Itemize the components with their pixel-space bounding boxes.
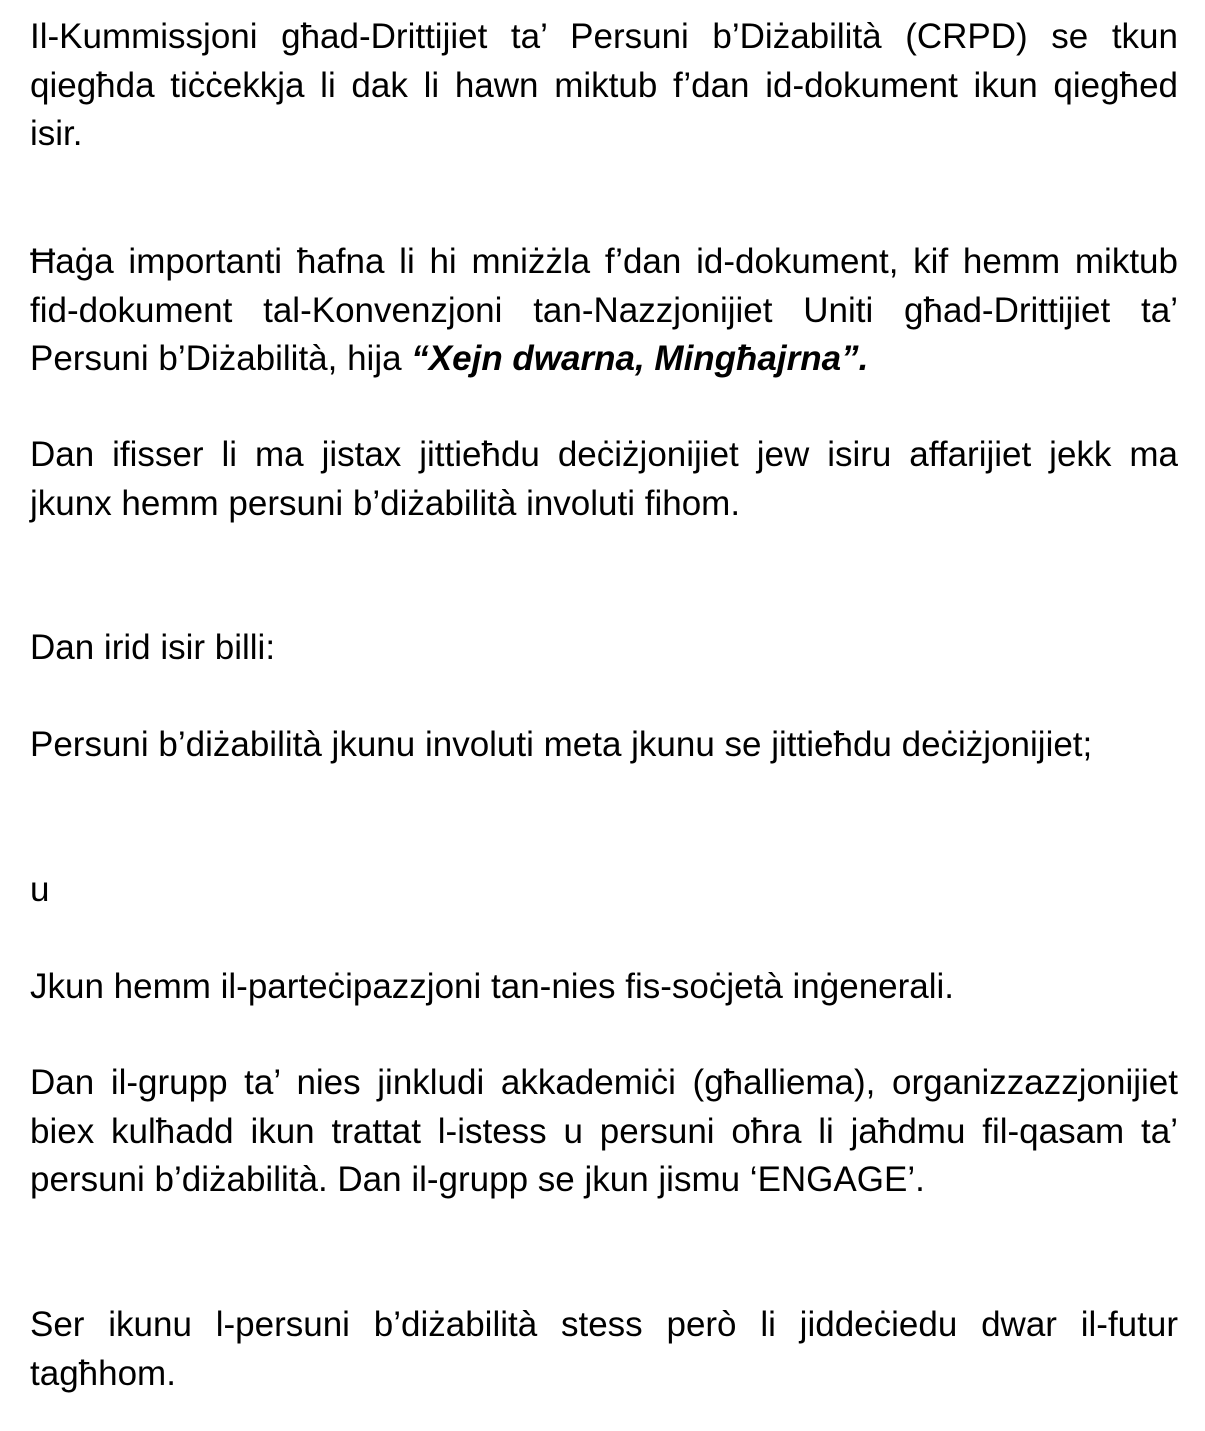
paragraph-engage-group: Dan il-grupp ta’ nies jinkludi akkademiċi (għalliema), organizzazzjonijiet biex kulħadd ikun trattat l-istess u persuni oħra li jaħdmu fil-qasam ta’ persuni b’diżabilità. Dan il-grupp se jkun jismu ‘ENGAGE’.	[30, 1063, 1178, 1199]
paragraph-meaning: Dan ifisser li ma jistax jittieħdu deċiżjonijiet jew isiru affarijiet jekk ma jkunx hemm persuni b’diżabilità involuti fihom.	[30, 435, 1178, 523]
paragraph-how: Dan irid isir billi:	[30, 628, 276, 667]
motto-nothing-about-us: “Xejn dwarna, Mingħajrna”.	[411, 339, 869, 378]
paragraph-involvement: Persuni b’diżabilità jkunu involuti meta jkunu se jittieħdu deċiżjonijiet;	[30, 725, 1093, 764]
paragraph-society-participation: Jkun hemm il-parteċipazzjoni tan-nies fis-soċjetà inġenerali.	[30, 967, 955, 1006]
paragraph-important-principle	[30, 238, 1178, 384]
paragraph-important-principle-text: Ħaġa importanti ħafna li hi mniżżla f’dan id-dokument, kif hemm miktub fid-dokument tal-Konvenzjoni tan-Nazzjonijiet Uniti għad-Drittijiet ta’ Persuni b’Diżabilità, hija	[30, 242, 1178, 378]
paragraph-crpd-monitoring: Il-Kummissjoni għad-Drittijiet ta’ Persuni b’Diżabilità (CRPD) se tkun qiegħda tiċċekkja li dak li hawn miktub f’dan id-dokument ikun qiegħed isir.	[30, 17, 1178, 153]
paragraph-conjunction: u	[30, 870, 50, 909]
paragraph-future-decisions: Ser ikunu l-persuni b’diżabilità stess però li jiddeċiedu dwar il-futur tagħhom.	[30, 1305, 1178, 1393]
